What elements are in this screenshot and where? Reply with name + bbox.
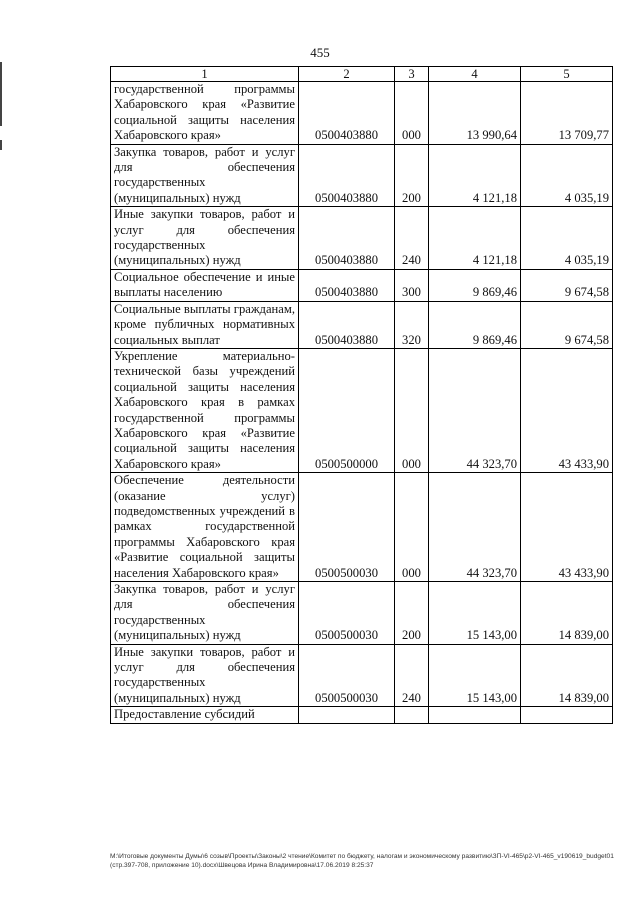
table-row xyxy=(111,348,613,472)
row-name: Обеспечение деятельности (оказание услуг) подведомственных учреждений в рамках государственной программы Хабаровского края «Развитие социальной защиты населения Хабаровского края» xyxy=(111,473,299,582)
row-target-code: 0500403880 xyxy=(299,82,395,145)
row-value-1: 4 121,18 xyxy=(429,207,521,270)
row-target-code: 0500403880 xyxy=(299,207,395,270)
row-value-2: 43 433,90 xyxy=(521,348,613,472)
margin-mark-bottom xyxy=(0,140,2,150)
page-number: 455 xyxy=(310,45,330,60)
row-name: Социальные выплаты гражданам, кроме публичных нормативных социальных выплат xyxy=(111,301,299,348)
row-name: Закупка товаров, работ и услуг для обеспечения государственных (муниципальных) нужд xyxy=(111,582,299,645)
table-row xyxy=(111,82,613,145)
row-value-2: 43 433,90 xyxy=(521,473,613,582)
row-name: Иные закупки товаров, работ и услуг для обеспечения государственных (муниципальных) нужд xyxy=(111,644,299,707)
column-header: 2 xyxy=(299,67,395,82)
row-target-code: 0500500000 xyxy=(299,348,395,472)
row-expense-type: 000 xyxy=(395,82,429,145)
row-name: Закупка товаров, работ и услуг для обеспечения государственных (муниципальных) нужд xyxy=(111,144,299,207)
row-value-2: 9 674,58 xyxy=(521,269,613,301)
row-name: Социальное обеспечение и иные выплаты населению xyxy=(111,269,299,301)
row-target-code: 0500403880 xyxy=(299,269,395,301)
row-name: государственной программы Хабаровского края «Развитие социальной защиты населения Хабаровского края» xyxy=(111,82,299,145)
row-value-2 xyxy=(521,707,613,723)
margin-mark-top xyxy=(0,62,2,126)
row-target-code: 0500500030 xyxy=(299,473,395,582)
table-row xyxy=(111,144,613,207)
table-row xyxy=(111,707,613,723)
table-row xyxy=(111,473,613,582)
row-value-1: 15 143,00 xyxy=(429,644,521,707)
row-expense-type: 320 xyxy=(395,301,429,348)
row-value-1: 4 121,18 xyxy=(429,144,521,207)
row-name: Предоставление субсидий xyxy=(111,707,299,723)
row-expense-type: 000 xyxy=(395,348,429,472)
row-value-1: 9 869,46 xyxy=(429,269,521,301)
row-expense-type: 300 xyxy=(395,269,429,301)
row-value-2: 4 035,19 xyxy=(521,207,613,270)
column-header: 4 xyxy=(429,67,521,82)
row-target-code: 0500403880 xyxy=(299,144,395,207)
row-target-code: 0500403880 xyxy=(299,301,395,348)
table-row xyxy=(111,644,613,707)
budget-table xyxy=(110,66,613,724)
row-expense-type: 200 xyxy=(395,144,429,207)
row-value-1: 44 323,70 xyxy=(429,348,521,472)
row-value-2: 13 709,77 xyxy=(521,82,613,145)
row-value-1: 13 990,64 xyxy=(429,82,521,145)
column-header: 1 xyxy=(111,67,299,82)
row-expense-type: 240 xyxy=(395,207,429,270)
row-value-2: 4 035,19 xyxy=(521,144,613,207)
row-value-2: 14 839,00 xyxy=(521,582,613,645)
row-value-1 xyxy=(429,707,521,723)
column-header: 5 xyxy=(521,67,613,82)
row-name: Иные закупки товаров, работ и услуг для обеспечения государственных (муниципальных) нужд xyxy=(111,207,299,270)
row-value-1: 15 143,00 xyxy=(429,582,521,645)
row-value-2: 9 674,58 xyxy=(521,301,613,348)
row-name: Укрепление материально-технической базы учреждений социальной защиты населения Хабаровского края в рамках государственной программы Хабаровского края «Развитие социальной защиты населения Хабаровского края» xyxy=(111,348,299,472)
row-expense-type: 240 xyxy=(395,644,429,707)
row-expense-type xyxy=(395,707,429,723)
table-row xyxy=(111,301,613,348)
row-target-code: 0500500030 xyxy=(299,644,395,707)
table-row xyxy=(111,269,613,301)
column-header: 3 xyxy=(395,67,429,82)
row-value-1: 9 869,46 xyxy=(429,301,521,348)
file-path-footer: М:\Итоговые документы Думы\6 созыв\Проекты\Законы\2 чтение\Комитет по бюджету, налогам и экономическому развитию\ЗП-VI-465\р2-VI-465_v190619_budget01 (стр.397-708, приложение 10).docx\Швецова Ирина Владимировна\17.06.2019 8:25:37 xyxy=(110,853,616,869)
table-header-row xyxy=(111,67,613,82)
row-expense-type: 200 xyxy=(395,582,429,645)
row-value-1: 44 323,70 xyxy=(429,473,521,582)
row-target-code xyxy=(299,707,395,723)
table-row xyxy=(111,207,613,270)
row-value-2: 14 839,00 xyxy=(521,644,613,707)
row-expense-type: 000 xyxy=(395,473,429,582)
table-row xyxy=(111,582,613,645)
row-target-code: 0500500030 xyxy=(299,582,395,645)
